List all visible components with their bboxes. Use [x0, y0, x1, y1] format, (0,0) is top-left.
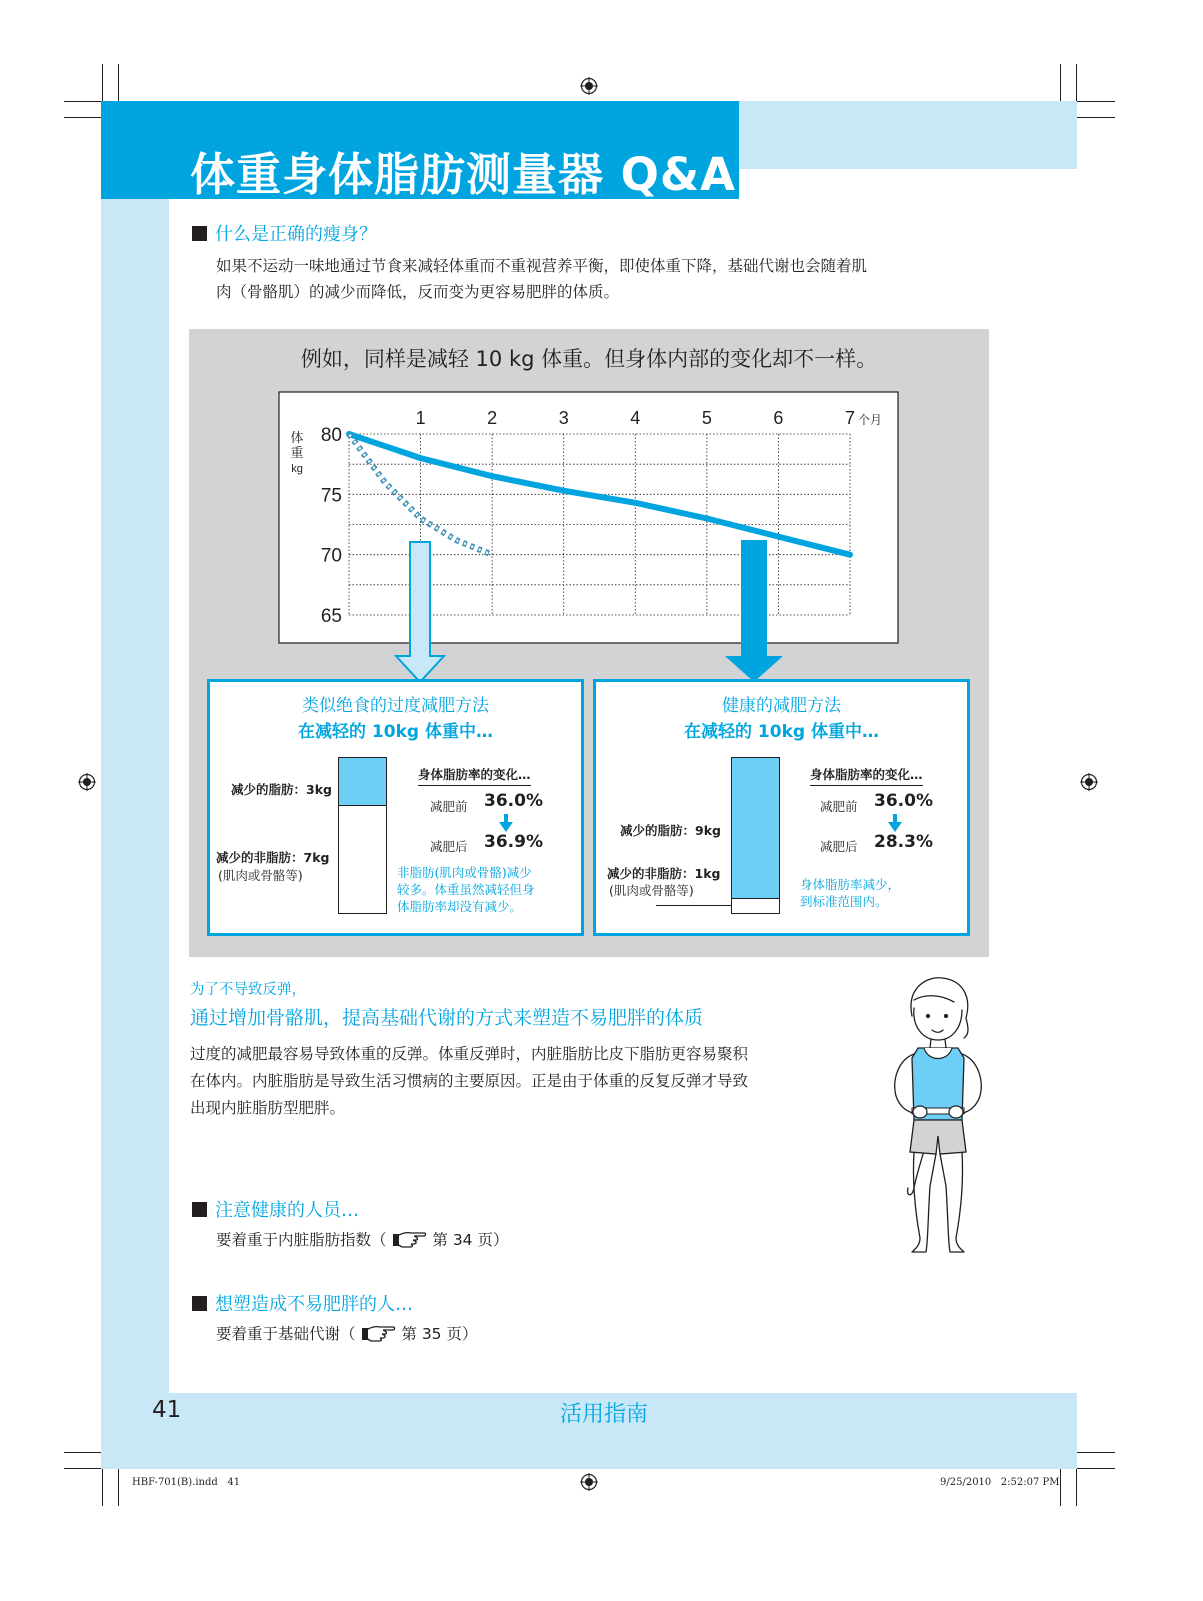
fat-segment	[339, 758, 386, 806]
note-line: 较多。体重虽然减轻但身	[397, 882, 535, 897]
reference-text: ）	[461, 1325, 478, 1343]
reference-text: 要着重于基础代谢（	[216, 1325, 356, 1343]
x-tick-label: 2	[487, 408, 498, 428]
reference-text: ）	[492, 1231, 509, 1249]
section-heading	[192, 1196, 359, 1222]
after-value: 28.3%	[874, 832, 933, 852]
reference-line	[216, 1227, 508, 1253]
change-title: 身体脂肪率的变化…	[810, 765, 923, 786]
x-tick-label: 5	[701, 408, 712, 428]
before-value: 36.0%	[874, 791, 933, 811]
y-axis-label: 体	[290, 430, 304, 445]
pointing-hand-icon	[360, 1324, 396, 1342]
fat-segment	[732, 758, 779, 899]
before-label: 减肥前	[820, 799, 858, 814]
before-value: 36.0%	[484, 791, 543, 811]
right-composition-bar	[731, 757, 780, 914]
y-tick-label: 75	[320, 485, 342, 507]
nonfat-sublabel: (肌肉或骨骼等)	[218, 868, 303, 883]
pointing-hand-icon	[391, 1230, 427, 1248]
body-line: 肉（骨骼肌）的减少而降低，反而变为更容易肥胖的体质。	[216, 283, 620, 301]
reference-page[interactable]: 第 34 页	[432, 1231, 493, 1249]
left-box-title	[207, 693, 584, 745]
square-bullet-icon	[192, 1296, 207, 1311]
fat-label: 减少的脂肪：3kg	[231, 782, 332, 797]
box-title-line: 在减轻的 10kg 体重中…	[684, 722, 879, 742]
y-tick-label: 70	[320, 545, 342, 567]
x-tick-label: 1	[415, 408, 426, 428]
page-number: 41	[152, 1397, 182, 1423]
change-title: 身体脂肪率的变化…	[418, 765, 531, 786]
section-heading-text: 什么是正确的瘦身？	[215, 224, 377, 245]
after-label: 减肥后	[820, 839, 858, 854]
fat-label: 减少的脂肪：9kg	[620, 823, 721, 838]
note-line: 到标准范围内。	[800, 894, 888, 909]
reference-text: 要着重于内脏脂肪指数（	[216, 1231, 387, 1249]
y-axis-label: 重	[290, 445, 304, 460]
footer-section-label: 活用指南	[560, 1402, 649, 1427]
page-title: 体重身体脂肪测量器 Q&A	[190, 148, 736, 201]
chart-plot-area	[279, 392, 898, 643]
panel-title: 例如，同样是减轻 10 kg 体重。但身体内部的变化却不一样。	[300, 347, 878, 371]
body-line: 如果不运动一味地通过节食来减轻体重而不重视营养平衡，即使体重下降，基础代谢也会随着肌	[216, 257, 868, 275]
after-label: 减肥后	[430, 839, 468, 854]
reference-line	[216, 1321, 477, 1347]
section-heading-text: 想塑造成不易肥胖的人…	[215, 1294, 413, 1315]
x-tick-label: 7	[844, 408, 856, 428]
down-arrow-icon	[499, 814, 513, 832]
box-title-line: 在减轻的 10kg 体重中…	[298, 722, 493, 742]
section-heading	[192, 1290, 413, 1316]
note-line: 非脂肪(肌肉或骨骼)减少	[397, 865, 532, 880]
nonfat-label: 减少的非脂肪：7kg	[216, 850, 330, 865]
box-title-line: 类似绝食的过度减肥方法	[302, 696, 489, 716]
after-value: 36.9%	[484, 832, 543, 852]
nonfat-sublabel: (肌肉或骨骼等)	[609, 883, 694, 898]
reference-page[interactable]: 第 35 页	[401, 1325, 462, 1343]
nonfat-label: 减少的非脂肪：1kg	[607, 866, 721, 881]
print-slug-date: 9/25/2010 2:52:07 PM	[940, 1477, 1060, 1488]
down-arrow-icon	[888, 814, 902, 832]
left-composition-bar	[338, 757, 387, 914]
x-unit-label: 个月	[858, 413, 883, 427]
body-line: 过度的减肥最容易导致体重的反弹。体重反弹时，内脏脂肪比皮下脂肪更容易聚积	[190, 1045, 749, 1063]
body-line: 出现内脏脂肪型肥胖。	[190, 1099, 346, 1117]
note-line: 身体脂肪率减少，	[800, 877, 901, 892]
section-kicker: 为了不导致反弹，	[190, 982, 306, 998]
x-tick-label: 3	[558, 408, 569, 428]
right-note	[800, 876, 900, 910]
note-line: 体脂肪率却没有减少。	[397, 899, 523, 914]
y-tick-label: 65	[320, 606, 342, 627]
square-bullet-icon	[192, 1202, 207, 1217]
y-axis-label: kg	[291, 463, 303, 475]
section-body	[190, 1041, 748, 1122]
x-tick-label: 4	[630, 408, 641, 428]
x-tick-label: 6	[773, 408, 784, 428]
leader-line	[656, 905, 732, 906]
section-heading: 通过增加骨骼肌，提高基础代谢的方式来塑造不易肥胖的体质	[190, 1007, 704, 1029]
section-heading-text: 注意健康的人员…	[215, 1200, 359, 1221]
print-slug-file: HBF-701(B).indd 41	[132, 1477, 241, 1488]
left-note	[397, 864, 535, 915]
box-title-line: 健康的减肥方法	[722, 696, 841, 716]
right-box-title	[593, 693, 970, 745]
before-label: 减肥前	[430, 799, 468, 814]
body-line: 在体内。内脏脂肪是导致生活习惯病的主要原因。正是由于体重的反复反弹才导致	[190, 1072, 749, 1090]
woman-measuring-waist-illustration	[884, 976, 994, 1256]
y-tick-label: 80	[320, 425, 342, 446]
